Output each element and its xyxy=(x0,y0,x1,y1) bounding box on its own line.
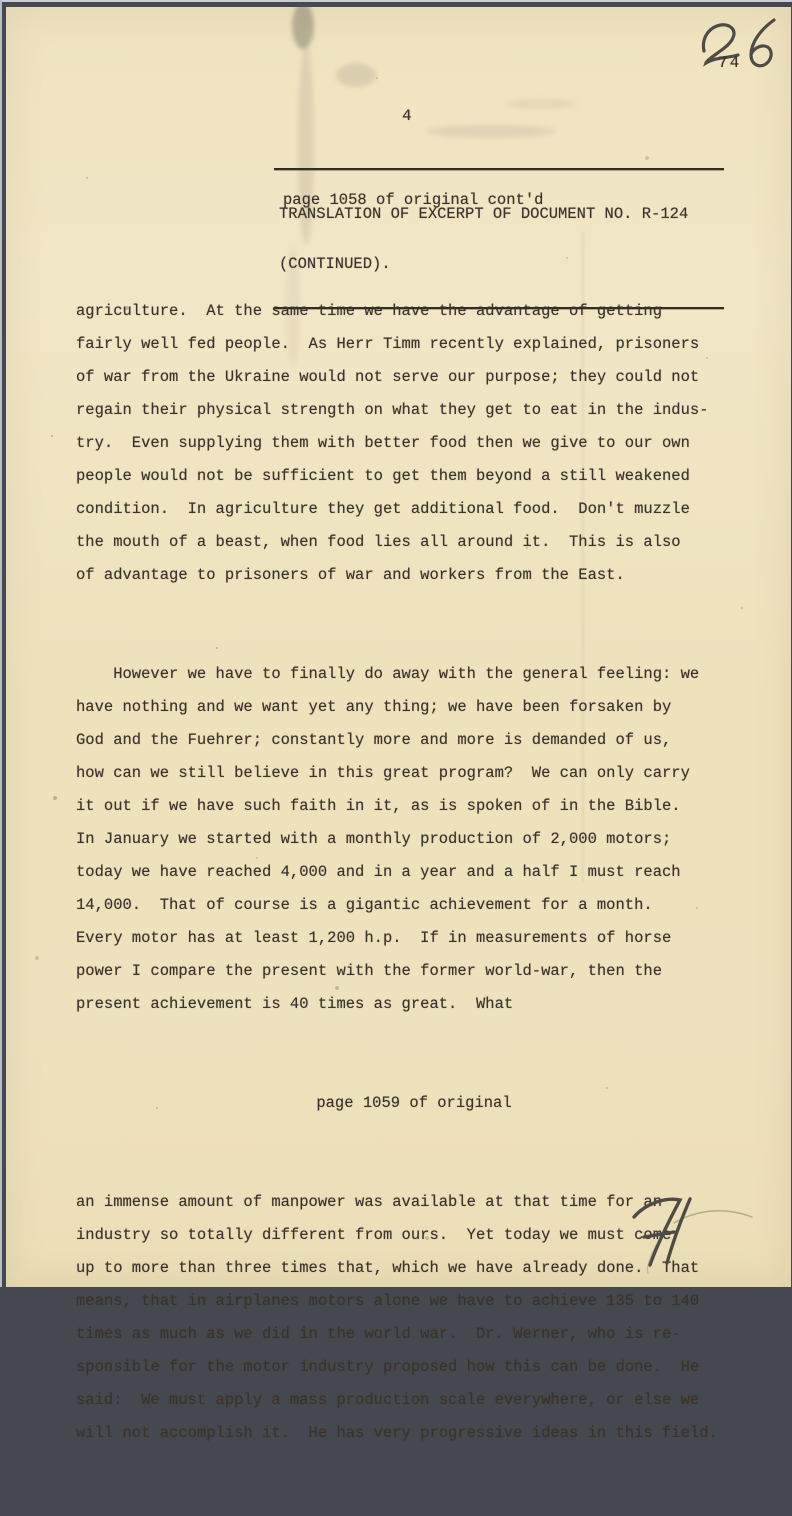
text-line: However we have to finally do away with the general feeling: we xyxy=(76,665,700,683)
text-line: present achievement is 40 times as great. What xyxy=(76,995,514,1013)
text-line: how can we still believe in this great program? We can only carry xyxy=(76,764,690,782)
page-number: 4 xyxy=(402,107,412,125)
text-line: God and the Fuehrer; constantly more and more is demanded of us, xyxy=(76,731,672,749)
text-line: the mouth of a beast, when food lies all around it. This is also xyxy=(76,533,681,551)
scan-edge-top xyxy=(0,0,792,2)
text-line: it out if we have such faith in it, as is spoken of in the Bible. xyxy=(76,797,681,815)
smudge-mark xyxy=(292,3,314,49)
text-line: try. Even supplying them with better food then we give to our own xyxy=(76,434,690,452)
text-line: 14,000. That of course is a gigantic achievement for a month. xyxy=(76,896,653,914)
text-line: Every motor has at least 1,200 h.p. If in measurements of horse xyxy=(76,929,672,947)
text-line: said: We must apply a mass production scale everywhere, or else we xyxy=(76,1391,700,1409)
paragraph-1 xyxy=(76,295,752,592)
text-line: have nothing and we want yet any thing; we have been forsaken by xyxy=(76,698,672,716)
pencil-71-strokes xyxy=(626,1187,756,1279)
text-line: regain their physical strength on what they get to eat in the indus- xyxy=(76,401,709,419)
text-line: condition. In agriculture they get additional food. Don't muzzle xyxy=(76,500,690,518)
document-title-continued: (CONTINUED). xyxy=(279,254,391,273)
text-line: industry so totally different from ours. Yet today we must come xyxy=(76,1226,672,1244)
text-line: In January we started with a monthly production of 2,000 motors; xyxy=(76,830,672,848)
text-line: agriculture. At the same time we have the advantage of getting xyxy=(76,302,662,320)
text-line: today we have reached 4,000 and in a year and a half I must reach xyxy=(76,863,681,881)
body-text xyxy=(76,229,752,1516)
title-rule-top xyxy=(274,168,724,170)
document-title: TRANSLATION OF EXCERPT OF DOCUMENT NO. R-124 xyxy=(279,205,689,223)
text-line: times as much as we did in the world war. Dr. Werner, who is re- xyxy=(76,1325,681,1343)
smudge-mark xyxy=(336,63,376,87)
text-line: fairly well fed people. As Herr Timm recently explained, prisoners xyxy=(76,335,700,353)
text-line: will not accomplish it. He has very progressive ideas in this field. xyxy=(76,1424,718,1442)
text-line: of war from the Ukraine would not serve our purpose; they could not xyxy=(76,368,700,386)
text-line: means, that in airplanes motors alone we have to achieve 135 to 140 xyxy=(76,1292,700,1310)
handwritten-page-mark-71 xyxy=(626,1187,756,1279)
smudge-mark xyxy=(506,99,576,109)
paper-specks xyxy=(6,7,8,9)
text-line: sponsible for the motor industry proposed how this can be done. He xyxy=(76,1358,700,1376)
paragraph-2 xyxy=(76,658,752,1021)
text-line: power I compare the present with the former world-war, then the xyxy=(76,962,662,980)
sheet-number: 74 xyxy=(718,54,742,72)
page-1059-heading: page 1059 of original xyxy=(316,1094,512,1112)
page-1058-heading: page 1058 of original cont'd xyxy=(283,191,544,209)
text-line: of advantage to prisoners of war and workers from the East. xyxy=(76,566,625,584)
text-line: up to more than three times that, which we have already done. That xyxy=(76,1259,700,1277)
text-line: people would not be sufficient to get them beyond a still weakened xyxy=(76,467,690,485)
document-page xyxy=(6,7,791,1442)
text-line: an immense amount of manpower was available at that time for an xyxy=(76,1193,662,1211)
scan-edge-left xyxy=(0,0,2,1287)
